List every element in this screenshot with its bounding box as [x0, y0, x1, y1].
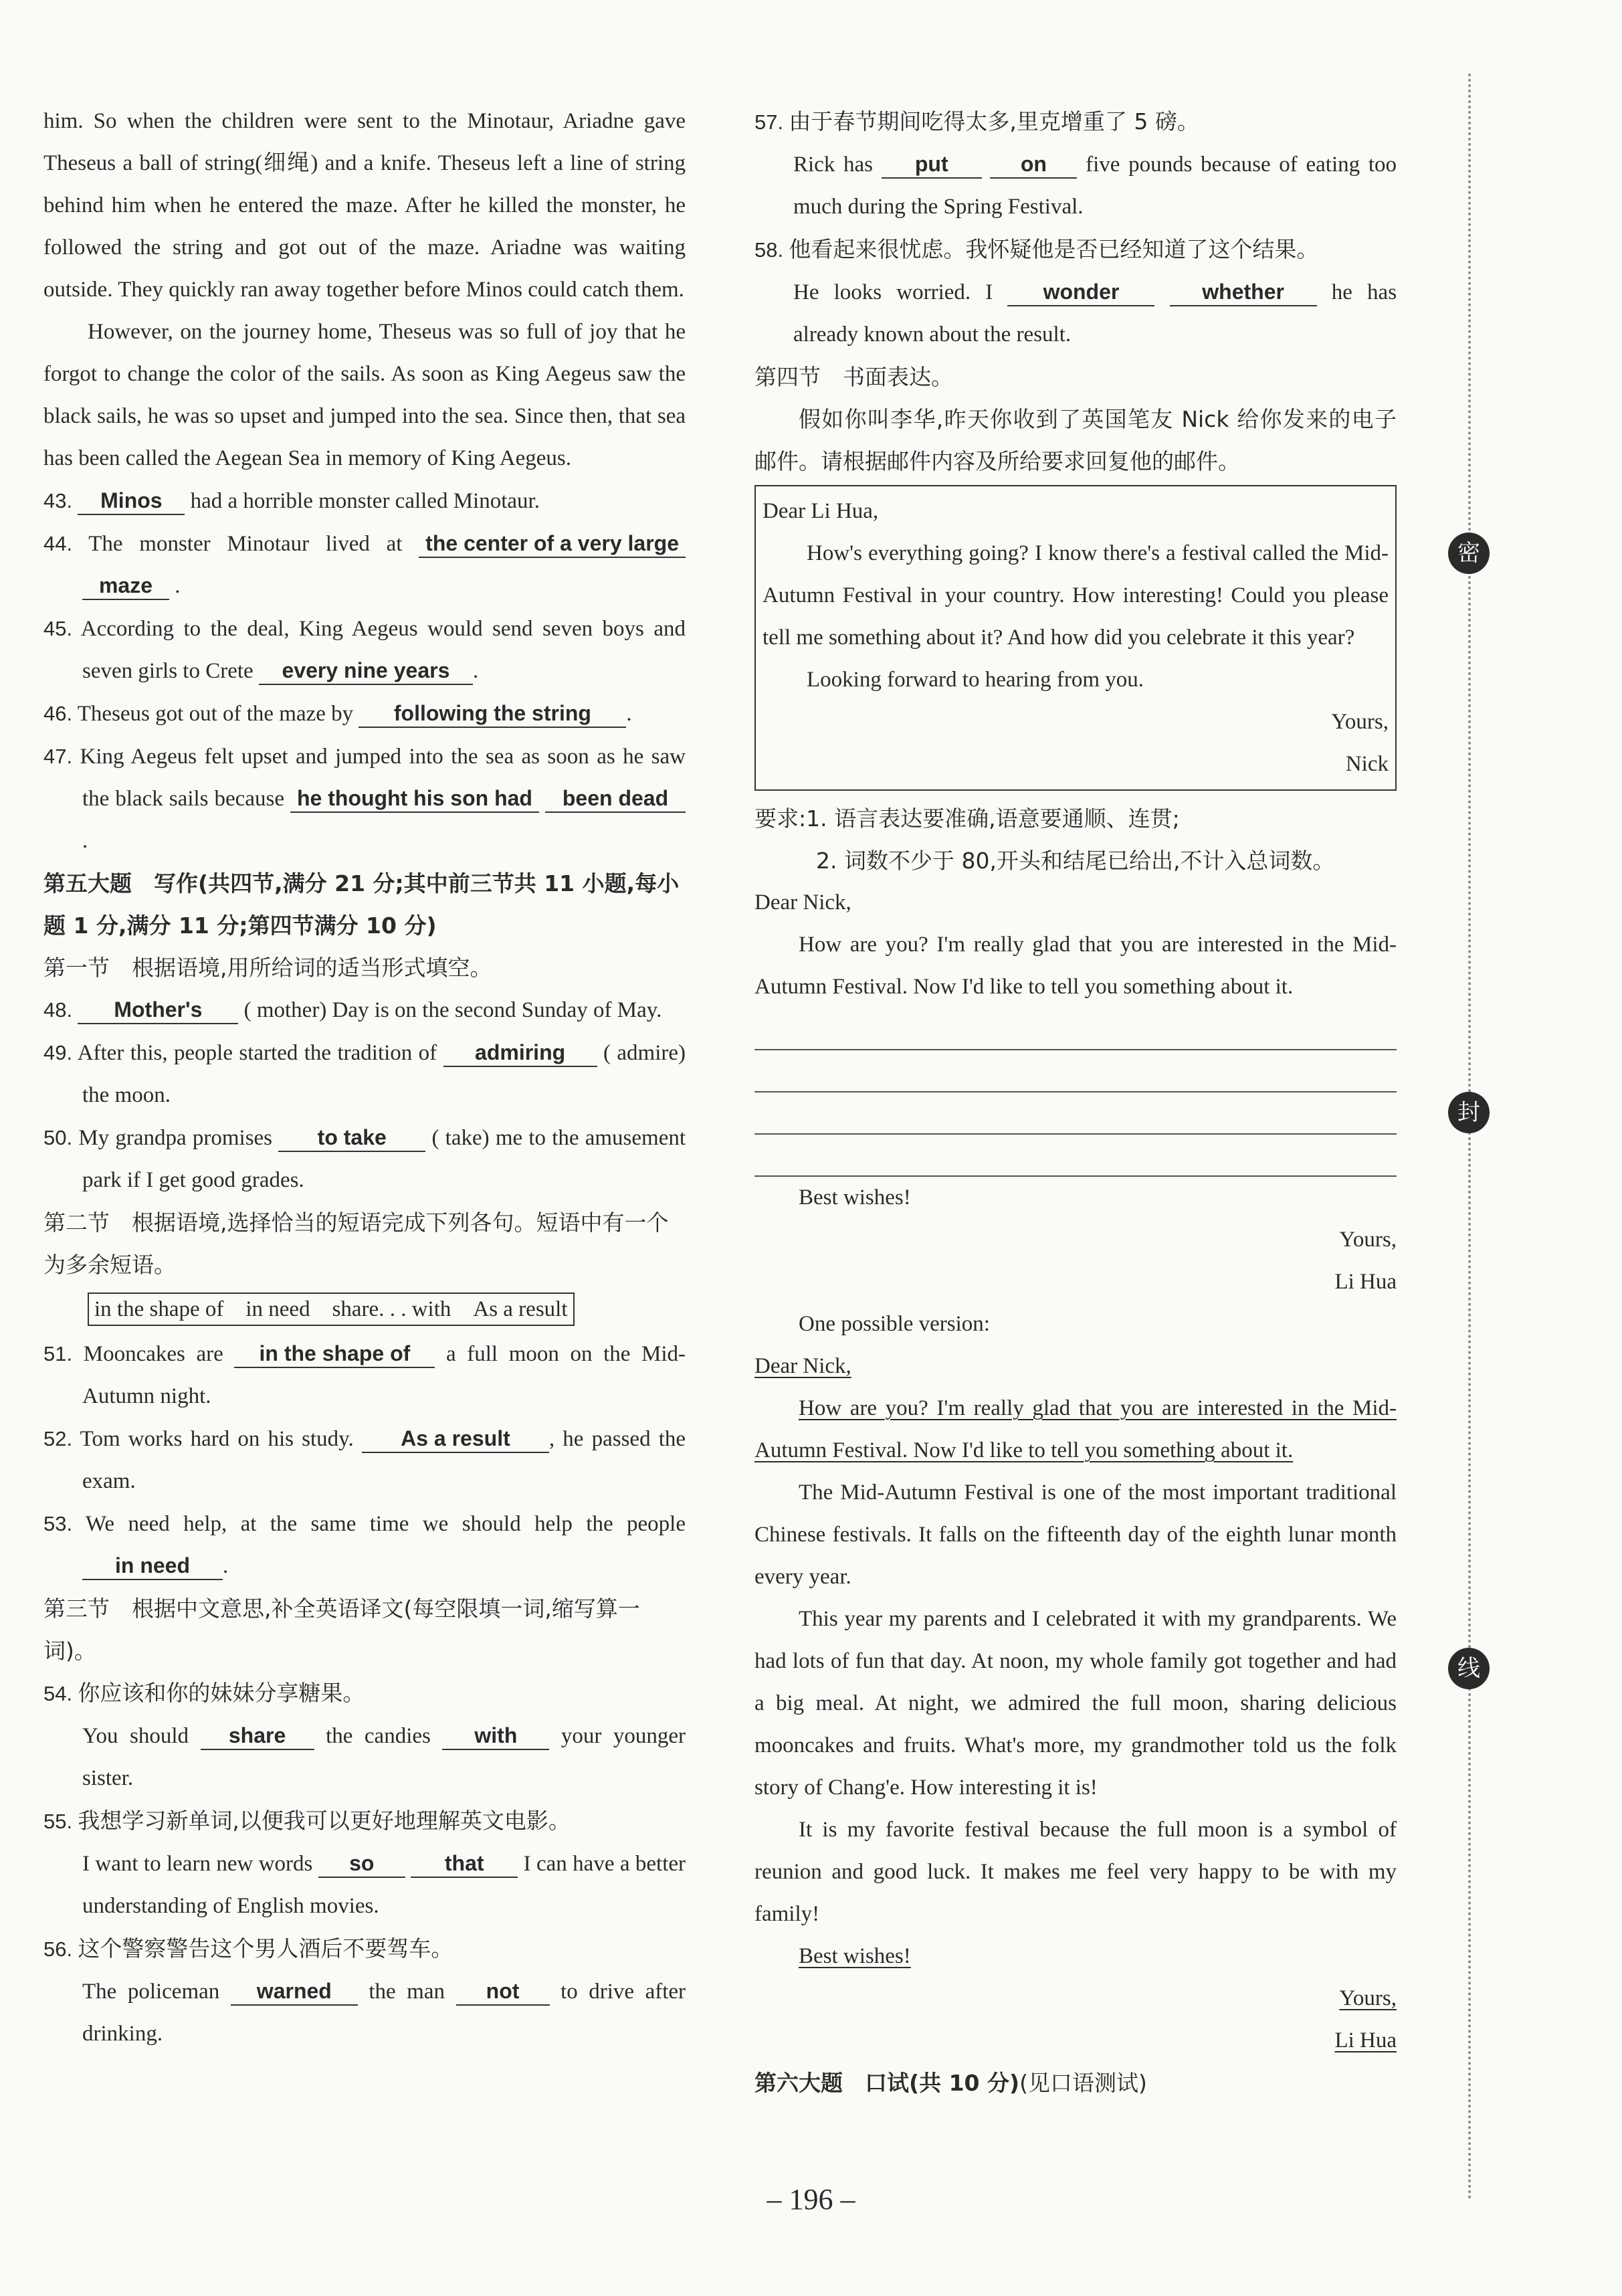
version-paragraph: The Mid-Autumn Festival is one of the most important traditional Chinese festivals. It falls on the fifteenth day of the eighth lunar month every year. — [754, 1480, 1397, 1589]
answer: warned — [231, 1978, 358, 2006]
requirement-1: 要求:1. 语言表达要准确,语意要通顺、连贯; — [754, 805, 1180, 832]
section-6-title: 第六大题 口试(共 10 分)(见口语测试) — [754, 2070, 1147, 2096]
question-47: 47. King Aegeus felt upset and jumped into the sea as soon as he saw the black sails because he thought his son had been dead. — [43, 745, 686, 853]
question-50: 50. My grandpa promises to take ( take) me to the amusement park if I get good grades. — [43, 1125, 686, 1192]
passage-paragraph: However, on the journey home, Theseus was so full of joy that he forgot to change the color of the sails. As soon as King Aegeus saw the black sails, he was so upset and jumped into the sea. Since then, that sea has been called the Aegean Sea in memory of King Aegeus. — [43, 320, 686, 470]
answer: maze — [82, 572, 169, 600]
answer: whether — [1170, 278, 1317, 306]
requirement-2: 2. 词数不少于 80,开头和结尾已给出,不计入总词数。 — [816, 848, 1335, 874]
answer: Mother's — [78, 996, 238, 1024]
reply-best-wishes: Best wishes! — [799, 1185, 911, 1210]
version-yours: Yours, — [1339, 1986, 1397, 2010]
question-51: 51. Mooncakes are in the shape of a full moon on the Mid-Autumn night. — [43, 1341, 686, 1408]
answer: with — [442, 1722, 549, 1750]
answer: on — [990, 151, 1077, 179]
question-53: 53. We need help, at the same time we should help the people in need . — [43, 1503, 686, 1588]
question-48: 48. Mother's ( mother) Day is on the second Sunday of May. — [43, 989, 686, 1032]
page-number: – 196 – — [767, 2183, 855, 2216]
email-box — [754, 485, 1397, 791]
answer: so — [318, 1850, 405, 1878]
part-3-title: 第三节 根据中文意思,补全英语译文(每空限填一词,缩写算一词)。 — [43, 1596, 640, 1664]
binding-dotted-line — [1468, 74, 1471, 2201]
answer: that — [411, 1850, 518, 1878]
reply-greeting: Dear Nick, — [754, 890, 851, 915]
question-45: 45. According to the deal, King Aegeus would send seven boys and seven girls to Crete every nine years . — [43, 607, 686, 692]
right-column — [754, 100, 1397, 2104]
answer: he thought his son had — [290, 785, 539, 813]
part-2-title: 第二节 根据语境,选择恰当的短语完成下列各句。短语中有一个为多余短语。 — [43, 1210, 669, 1278]
answer: to take — [278, 1124, 425, 1152]
answer: not — [456, 1978, 550, 2006]
version-opening: How are you? I'm really glad that you are interested in the Mid-Autumn Festival. Now I'd like to tell you something about it. — [754, 1396, 1397, 1462]
phrase-box: in the shape of in need share. . . with As a result — [88, 1293, 575, 1326]
answer: in the shape of — [234, 1340, 435, 1368]
part-4-prompt: 假如你叫李华,昨天你收到了英国笔友 Nick 给你发来的电子邮件。请根据邮件内容及所给要求回复他的邮件。 — [754, 406, 1397, 474]
question-55: 55. 我想学习新单词,以便我可以更好地理解英文电影。 I want to learn new words so that I can have a better understanding of English movies. — [43, 1808, 686, 1918]
question-58: 58. 他看起来很忧虑。我怀疑他是否已经知道了这个结果。 He looks worried. I wonder whether he has already known about the result. — [754, 236, 1397, 347]
answer: in need — [82, 1552, 223, 1580]
question-54: 54. 你应该和你的妹妹分享糖果。 You should share the candies with your younger sister. — [43, 1680, 686, 1790]
question-44: 44. The monster Minotaur lived at the center of a very large maze . — [43, 522, 686, 607]
version-paragraph: It is my favorite festival because the full moon is a symbol of reunion and good luck. It makes me feel very happy to be with my family! — [754, 1818, 1397, 1926]
question-52: 52. Tom works hard on his study. As a result , he passed the exam. — [43, 1426, 686, 1493]
part-4-title: 第四节 书面表达。 — [754, 364, 953, 390]
version-best-wishes: Best wishes! — [799, 1944, 911, 1968]
reply-opening: How are you? I'm really glad that you are interested in the Mid-Autumn Festival. Now I'd like to tell you something about it. — [754, 933, 1397, 999]
seal-mi: 密 — [1448, 533, 1490, 574]
writing-lines — [754, 1008, 1397, 1177]
answer: wonder — [1007, 278, 1154, 306]
passage-paragraph: him. So when the children were sent to the Minotaur, Ariadne gave Theseus a ball of string(细绳) and a knife. Theseus left a line of string behind him when he entered the maze. After he killed the monster, he followed the string and got out of the maze. Ariadne was waiting outside. They quickly ran away together before Minos could catch them. — [43, 109, 686, 302]
answer: the center of a very large — [419, 530, 686, 558]
version-label: One possible version: — [799, 1312, 990, 1336]
email-name: Nick — [1345, 752, 1389, 776]
question-57: 57. 由于春节期间吃得太多,里克增重了 5 磅。 Rick has put on five pounds because of eating too much during the Spring Festival. — [754, 108, 1397, 219]
answer: Minos — [78, 487, 185, 515]
email-signoff: Yours, — [1331, 710, 1389, 734]
answer: every nine years — [259, 657, 473, 685]
question-56: 56. 这个警察警告这个男人酒后不要驾车。 The policeman warned the man not to drive after drinking. — [43, 1935, 686, 2046]
answer: put — [882, 151, 982, 179]
answer: following the string — [359, 700, 626, 728]
version-paragraph: This year my parents and I celebrated it with my grandparents. We had lots of fun that day. At noon, my whole family got together and had a big meal. At night, we admired the full moon, sharing delicious mooncakes and fruits. What's more, my grandmother told us the folk story of Chang'e. How interesting it is! — [754, 1607, 1397, 1800]
email-body: How's everything going? I know there's a festival called the Mid-Autumn Festival in your country. How interesting! Could you please tell me something about it? And how did you celebrate it this year? — [763, 541, 1389, 650]
email-greeting: Dear Li Hua, — [763, 499, 879, 523]
seal-feng: 封 — [1448, 1092, 1490, 1133]
reply-name: Li Hua — [1334, 1270, 1397, 1294]
email-closing: Looking forward to hearing from you. — [807, 668, 1144, 692]
answer: As a result — [362, 1425, 549, 1453]
answer: been dead — [545, 785, 686, 813]
section-5-title: 第五大题 写作(共四节,满分 21 分;其中前三节共 11 小题,每小题 1 分,满分 11 分;第四节满分 10 分) — [43, 870, 680, 939]
question-46: 46. Theseus got out of the maze by following the string . — [43, 692, 686, 735]
version-name: Li Hua — [1334, 2028, 1397, 2052]
question-43: 43. Minos had a horrible monster called Minotaur. — [43, 480, 686, 522]
part-1-title: 第一节 根据语境,用所给词的适当形式填空。 — [43, 955, 492, 981]
answer: share — [201, 1722, 314, 1750]
seal-xian: 线 — [1448, 1648, 1490, 1689]
answer: admiring — [443, 1039, 597, 1067]
version-greeting: Dear Nick, — [754, 1354, 851, 1378]
left-column — [43, 100, 686, 2055]
reply-yours: Yours, — [1339, 1228, 1397, 1252]
question-49: 49. After this, people started the tradition of admiring ( admire) the moon. — [43, 1040, 686, 1107]
